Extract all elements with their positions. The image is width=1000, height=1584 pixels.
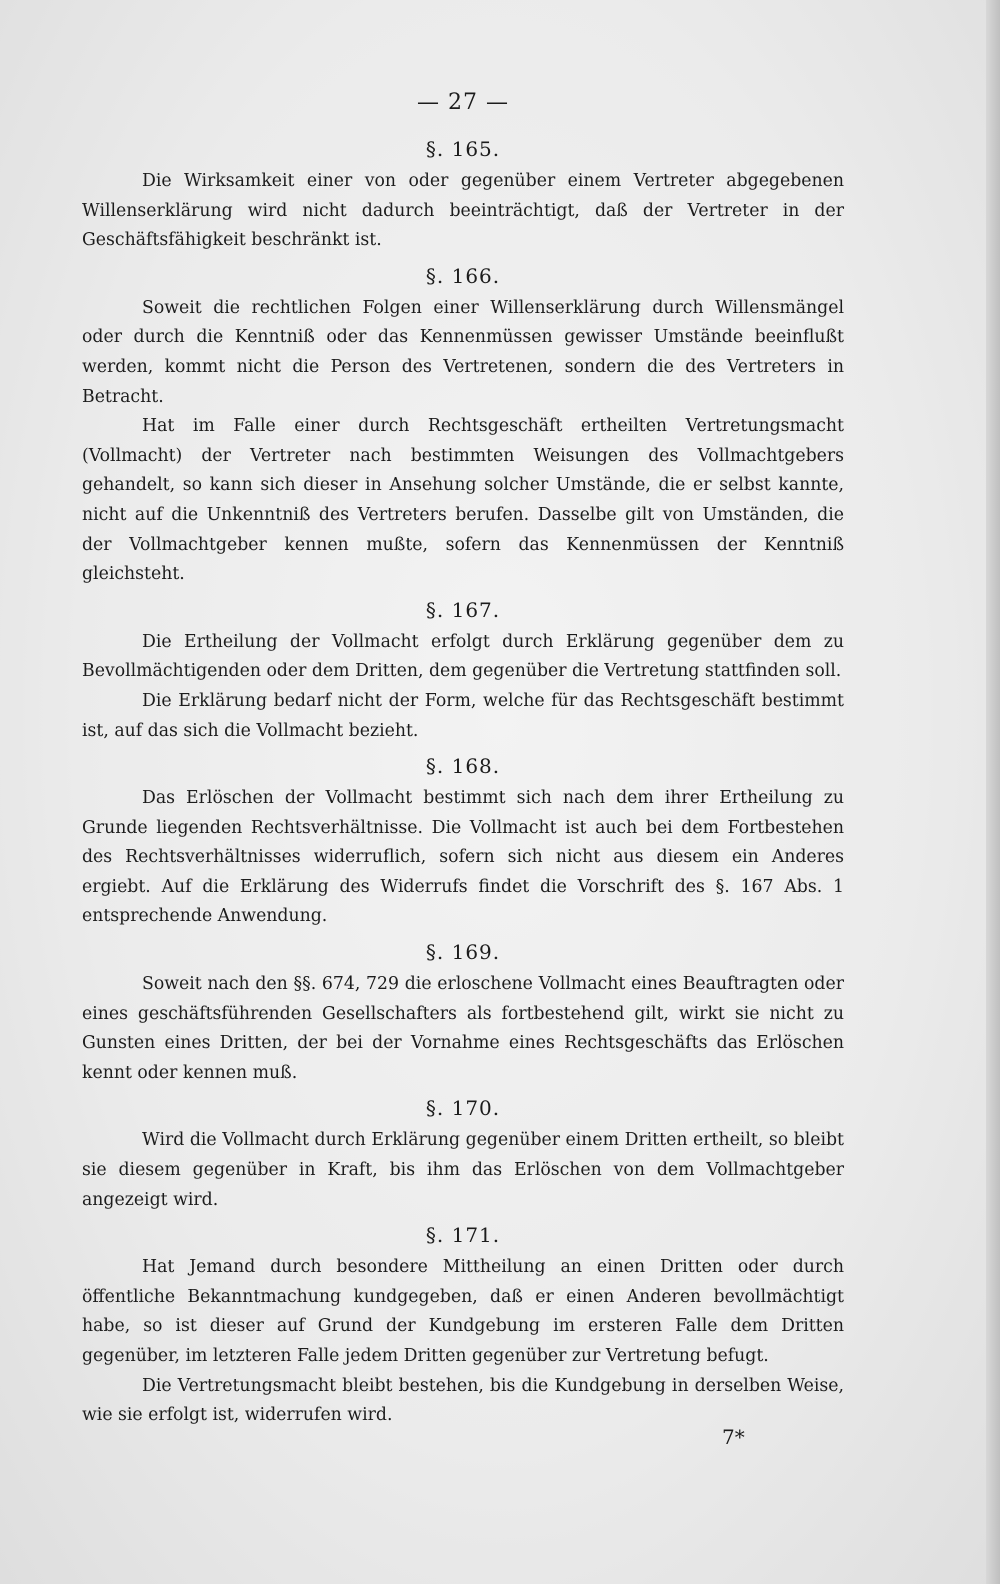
paragraph: Soweit nach den §§. 674, 729 die erloschene Vollmacht eines Beauftragten oder eines geschäftsführenden Gesellschafters als fortbestehend gilt, wirkt sie nicht zu Gunsten eines Dritten, der bei der Vornahme eines Rechtsgeschäfts das Erlöschen kennt oder kennen muß.: [82, 974, 844, 1083]
section-169: [82, 940, 844, 1088]
section-heading: §. 169.: [425, 940, 501, 965]
paragraph: Die Wirksamkeit einer von oder gegenüber einem Vertreter abgegebenen Willenserklärung wird nicht dadurch beeinträchtigt, daß der Vertreter in der Geschäftsfähigkeit beschränkt ist.: [82, 171, 844, 251]
section-166: [82, 264, 844, 590]
section-heading: §. 168.: [425, 754, 501, 779]
paragraph: Die Ertheilung der Vollmacht erfolgt durch Erklärung gegenüber dem zu Bevollmächtigenden oder dem Dritten, dem gegenüber die Vertretung stattfinden soll.: [82, 631, 844, 682]
paragraph: Hat im Falle einer durch Rechtsgeschäft ertheilten Vertretungsmacht (Vollmacht) der Vertreter nach bestimmten Weisungen des Vollmachtgebers gehandelt, so kann sich dieser in Ansehung solcher Umstände, die er selbst kannte, nicht auf die Unkenntniß des Vertreters berufen. Dasselbe gilt von Umständen, die der Vollmachtgeber kennen mußte, sofern das Kennenmüssen der Kenntniß gleichsteht.: [82, 416, 844, 585]
section-heading: §. 165.: [425, 137, 501, 161]
paragraph: Die Erklärung bedarf nicht der Form, welche für das Rechtsgeschäft bestimmt ist, auf das sich die Vollmacht bezieht.: [82, 690, 844, 741]
paragraph: Wird die Vollmacht durch Erklärung gegenüber einem Dritten ertheilt, so bleibt sie diesem gegenüber in Kraft, bis ihm das Erlöschen von dem Vollmachtgeber angezeigt wird.: [82, 1130, 844, 1210]
section-heading: §. 167.: [425, 597, 501, 622]
paragraph: Soweit die rechtlichen Folgen einer Willenserklärung durch Willensmängel oder durch die Kenntniß oder das Kennenmüssen gewisser Umstände beeinflußt werden, kommt nicht die Person des Vertretenen, sondern die des Vertreters in Betracht.: [82, 297, 844, 407]
signature-mark: 7*: [722, 1425, 745, 1449]
section-171: [82, 1223, 844, 1431]
paragraph: Hat Jemand durch besondere Mittheilung an einen Dritten oder durch öffentliche Bekanntmachung kundgegeben, daß er einen Anderen bevollmächtigt habe, so ist dieser auf Grund der Kundgebung im ersteren Falle dem Dritten gegenüber, im letzteren Falle jedem Dritten gegenüber zur Vertretung befugt.: [82, 1257, 844, 1366]
text-block: [82, 90, 844, 1431]
section-165: [82, 137, 844, 256]
section-heading: §. 166.: [425, 263, 501, 288]
paragraph: Das Erlöschen der Vollmacht bestimmt sich nach dem ihrer Ertheilung zu Grunde liegenden Rechtsverhältnisse. Die Vollmacht ist auch bei dem Fortbestehen des Rechtsverhältnisses widerruflich, sofern sich nicht aus diesem ein Anderes ergiebt. Auf die Erklärung des Widerrufs findet die Vorschrift des §. 167 Abs. 1 entsprechende Anwendung.: [82, 788, 844, 927]
page-edge: [986, 0, 1000, 1584]
section-170: [82, 1096, 844, 1215]
section-heading: §. 171.: [425, 1223, 501, 1248]
section-heading: §. 170.: [425, 1096, 501, 1121]
paragraph: Die Vertretungsmacht bleibt bestehen, bis die Kundgebung in derselben Weise, wie sie erfolgt ist, widerrufen wird.: [82, 1375, 844, 1426]
section-168: [82, 754, 844, 932]
section-167: [82, 598, 844, 746]
page-number: — 27 —: [417, 90, 509, 115]
